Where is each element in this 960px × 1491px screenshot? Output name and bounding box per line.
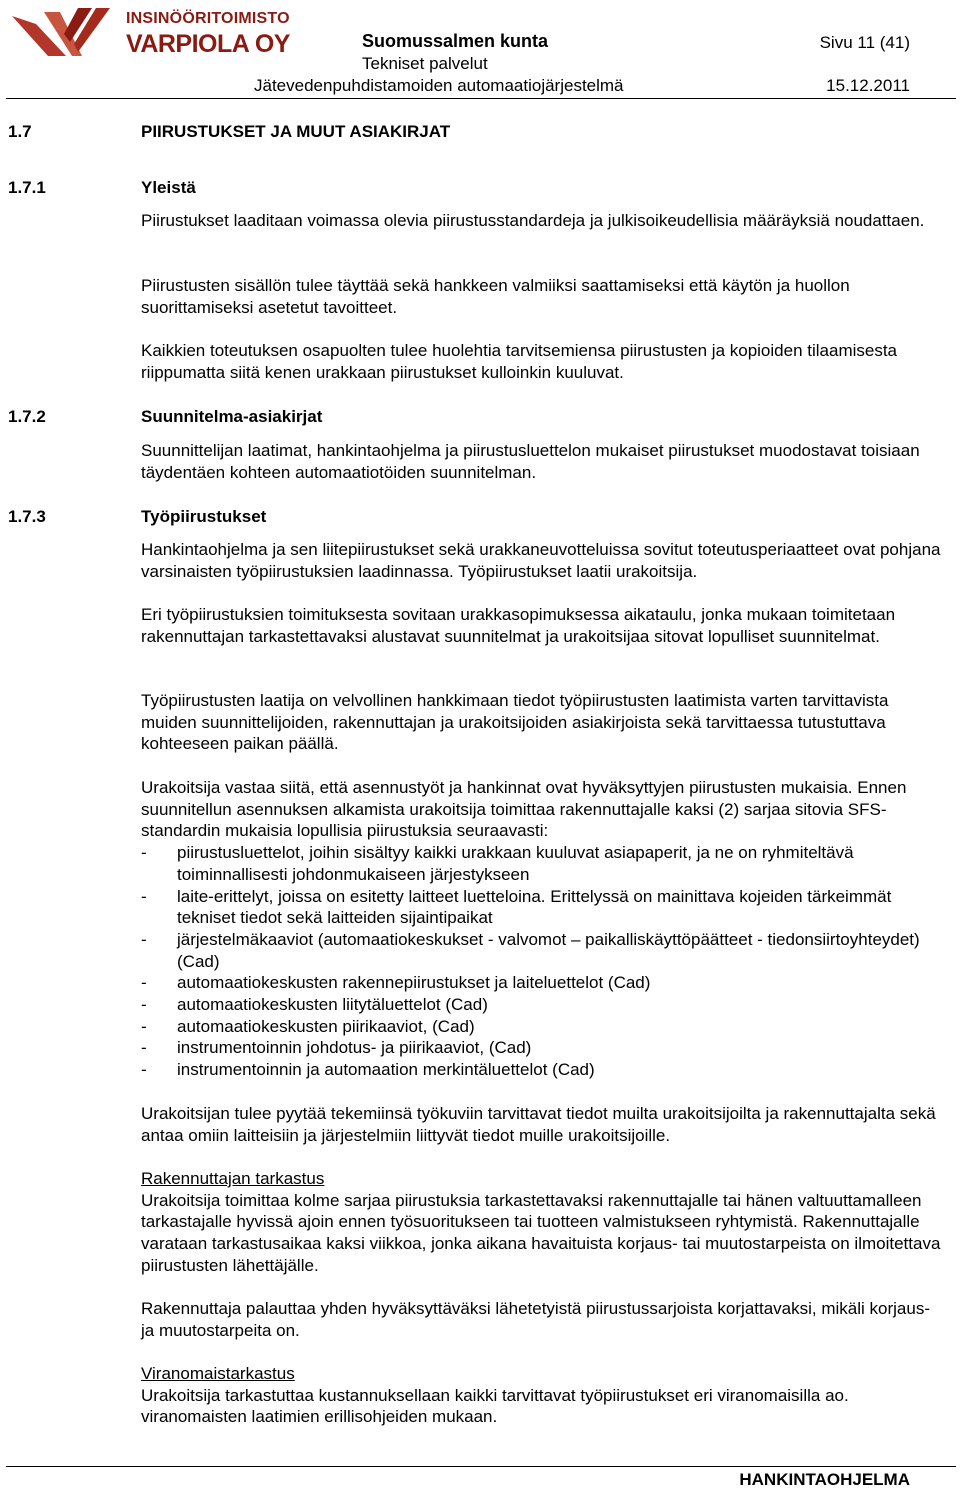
list-item: - piirustusluettelot, joihin sisältyy kaikki urakkaan kuuluvat asiapaperit, ja ne on ryhmiteltävä toiminnallisesti johdonmukaiseen järjestykseen <box>141 842 941 885</box>
paragraph: Piirustusten sisällön tulee täyttää sekä hankkeen valmiiksi saattamiseksi että käytön ja huollon suorittamiseksi asetetut tavoitteet. <box>141 276 850 317</box>
section-title: Suunnitelma-asiakirjat <box>141 407 323 426</box>
section-number: 1.7.1 <box>8 178 46 197</box>
header-department: Tekniset palvelut <box>362 54 488 73</box>
paragraph: Hankintaohjelma ja sen liitepiirustukset sekä urakkaneuvotteluissa sovitut toteutusperiaatteet ovat pohjana varsinaisten työpiirustuksien laadinnassa. Työpiirustukset laatii urakoitsija. <box>141 540 941 581</box>
section-title: PIIRUSTUKSET JA MUUT ASIAKIRJAT <box>141 122 451 141</box>
footer-document-type: HANKINTAOHJELMA <box>739 1470 910 1489</box>
header-date: 15.12.2011 <box>826 76 910 95</box>
header-organization: Suomussalmen kunta <box>362 31 549 51</box>
company-logo <box>8 4 290 64</box>
paragraph: Eri työpiirustuksien toimituksesta sovitaan urakkasopimuksessa aikataulu, jonka mukaan toimitetaan rakennuttajan tarkastettavaksi alustavat suunnitelmat ja urakoitsijaa sitovat lopulliset suunnitelmat. <box>141 605 896 646</box>
header-document-title: Jätevedenpuhdistamoiden automaatiojärjestelmä <box>254 76 624 95</box>
list-item: - instrumentoinnin johdotus- ja piirikaaviot, (Cad) <box>141 1037 941 1059</box>
logo-line-2: VARPIOLA OY <box>126 30 290 58</box>
section-number: 1.7.3 <box>8 507 46 526</box>
deliverables-list <box>141 842 941 1081</box>
section-title: Yleistä <box>141 178 196 197</box>
paragraph: Urakoitsija vastaa siitä, että asennustyöt ja hankinnat ovat hyväksyttyjen piirustusten mukaisia. Ennen suunnitellun asennuksen alkamista urakoitsija toimittaa rakennuttajalle kaksi (2) sarjaa sitovia SFS-standardin mukaisia lopullisia piirustuksia seuraavasti: <box>141 778 907 841</box>
paragraph: Työpiirustusten laatija on velvollinen hankkimaan tiedot työpiirustusten laatimista varten tarvittavista muiden suunnittelijoiden, rakennuttajan ja urakoitsijoiden asiakirjoista sekä tarvittaessa tutustuttava kohteeseen paikan päällä. <box>141 691 889 754</box>
paragraph: Urakoitsijan tulee pyytää tekemiinsä työkuviin tarvittavat tiedot muilta urakoitsijoilta ja rakennuttajalta sekä antaa omiin laitteisiin ja järjestelmiin liittyvät tiedot muille urakoitsijoille. <box>141 1104 936 1145</box>
inspection-block <box>141 1168 941 1277</box>
paragraph: Suunnittelijan laatimat, hankintaohjelma ja piirustusluettelon mukaiset piirustukset muodostavat toisiaan täydentäen kohteen automaatiotöiden suunnitelman. <box>141 441 920 482</box>
list-item: - instrumentoinnin ja automaation merkintäluettelot (Cad) <box>141 1059 941 1081</box>
paragraph: Kaikkien toteutuksen osapuolten tulee huolehtia tarvitsemiensa piirustusten ja kopioiden tilaamisesta riippumatta siitä kenen urakkaan piirustukset kulloinkin kuuluvat. <box>141 341 898 382</box>
authority-inspection-block <box>141 1363 941 1428</box>
list-item: - laite-erittelyt, joissa on esitetty laitteet luetteloina. Erittelyssä on mainittava kojeiden tärkeimmät tekniset tiedot sekä laitteiden sijaintipaikat <box>141 886 941 929</box>
footer-divider <box>6 1466 956 1467</box>
list-item: - automaatiokeskusten liitytäluettelot (Cad) <box>141 994 941 1016</box>
section-title: Työpiirustukset <box>141 507 267 526</box>
paragraph: Rakennuttaja palauttaa yhden hyväksyttäväksi lähetetyistä piirustussarjoista korjattavaksi, mikäli korjaus- ja muutostarpeita on. <box>141 1299 930 1340</box>
logo-line-1: INSINÖÖRITOIMISTO <box>126 10 290 27</box>
list-item: - automaatiokeskusten piirikaaviot, (Cad) <box>141 1016 941 1038</box>
paragraph: Piirustukset laaditaan voimassa olevia piirustusstandardeja ja julkisoikeudellisia määräyksiä noudattaen. <box>141 211 925 230</box>
list-item: - järjestelmäkaaviot (automaatiokeskukset - valvomot – paikalliskäyttöpäätteet - tiedonsiirtoyhteydet) (Cad) <box>141 929 941 972</box>
paragraph: Urakoitsija tarkastuttaa kustannuksellaan kaikki tarvittavat työpiirustukset eri viranomaisilla ao. viranomaisten laatimien erillisohjeiden mukaan. <box>141 1385 849 1427</box>
list-item: - automaatiokeskusten rakennepiirustukset ja laiteluettelot (Cad) <box>141 972 941 994</box>
header-divider <box>6 98 956 99</box>
header-page-number: Sivu 11 (41) <box>819 33 910 52</box>
paragraph: Urakoitsija toimittaa kolme sarjaa piirustuksia tarkastettavaksi rakennuttajalle tai hänen valtuuttamalleen tarkastajalle hyvissä ajoin ennen työsuoritukseen tai tuotteen valmistukseen ryhtymistä. Rakennuttajalle varataan tarkastusaikaa kaksi viikkoa, jonka aikana havaituista korjaus- tai muutostarpeista on ilmoitettava piirustusten lähettäjälle. <box>141 1190 941 1275</box>
paragraph-with-list <box>141 777 941 1081</box>
section-number: 1.7 <box>8 122 32 141</box>
section-number: 1.7.2 <box>8 407 46 426</box>
subheading-client-inspection: Rakennuttajan tarkastus <box>141 1169 325 1188</box>
subheading-authority-inspection: Viranomaistarkastus <box>141 1364 295 1383</box>
